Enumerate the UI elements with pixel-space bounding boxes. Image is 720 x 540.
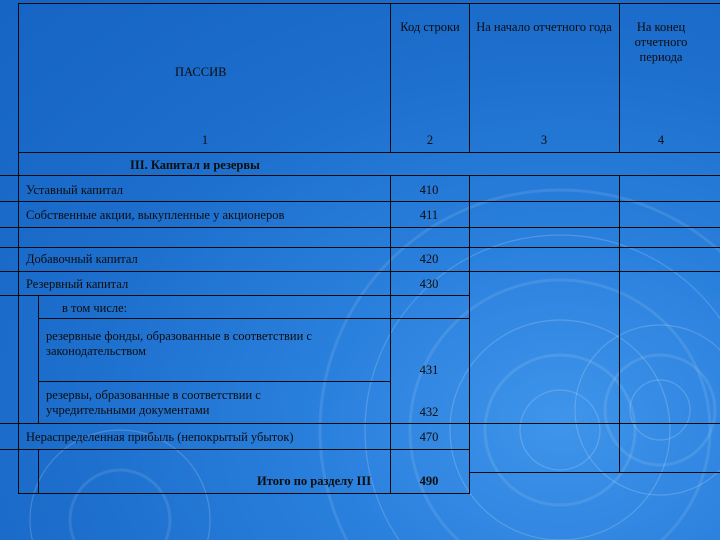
row-code: 430 [419, 277, 439, 291]
header-code: Код строки [400, 20, 460, 34]
total-code: 490 [419, 474, 439, 488]
row-label: Собственные акции, выкупленные у акционеров [26, 208, 285, 222]
header-num-4: 4 [657, 133, 665, 147]
row-code: 420 [419, 252, 439, 266]
header-passiv: ПАССИВ [175, 65, 227, 79]
row-code: 410 [419, 183, 439, 197]
sub-heading: в том числе: [62, 301, 128, 315]
retained-code: 470 [419, 430, 439, 444]
sub-row-code: 432 [419, 405, 439, 419]
sub-row-label: резервы, образованные в соответствии с учредительными документами [46, 388, 261, 417]
sub-row-label: резервные фонды, образованные в соответствии с законодательством [46, 329, 312, 358]
header-num-1: 1 [201, 133, 209, 147]
row-label: Резервный капитал [26, 277, 129, 291]
row-label: Добавочный капитал [26, 252, 138, 266]
header-end: На конец отчетного периода [634, 20, 688, 64]
retained-label: Нераспределенная прибыль (непокрытый убыток) [26, 430, 294, 444]
row-code: 411 [419, 208, 439, 222]
section-title: III. Капитал и резервы [130, 158, 260, 172]
row-label: Уставный капитал [26, 183, 124, 197]
sub-row-code: 431 [419, 363, 439, 377]
header-num-3: 3 [540, 133, 548, 147]
header-num-2: 2 [426, 133, 434, 147]
header-start: На начало отчетного года [476, 20, 612, 34]
total-label: Итого по разделу III [257, 474, 372, 488]
